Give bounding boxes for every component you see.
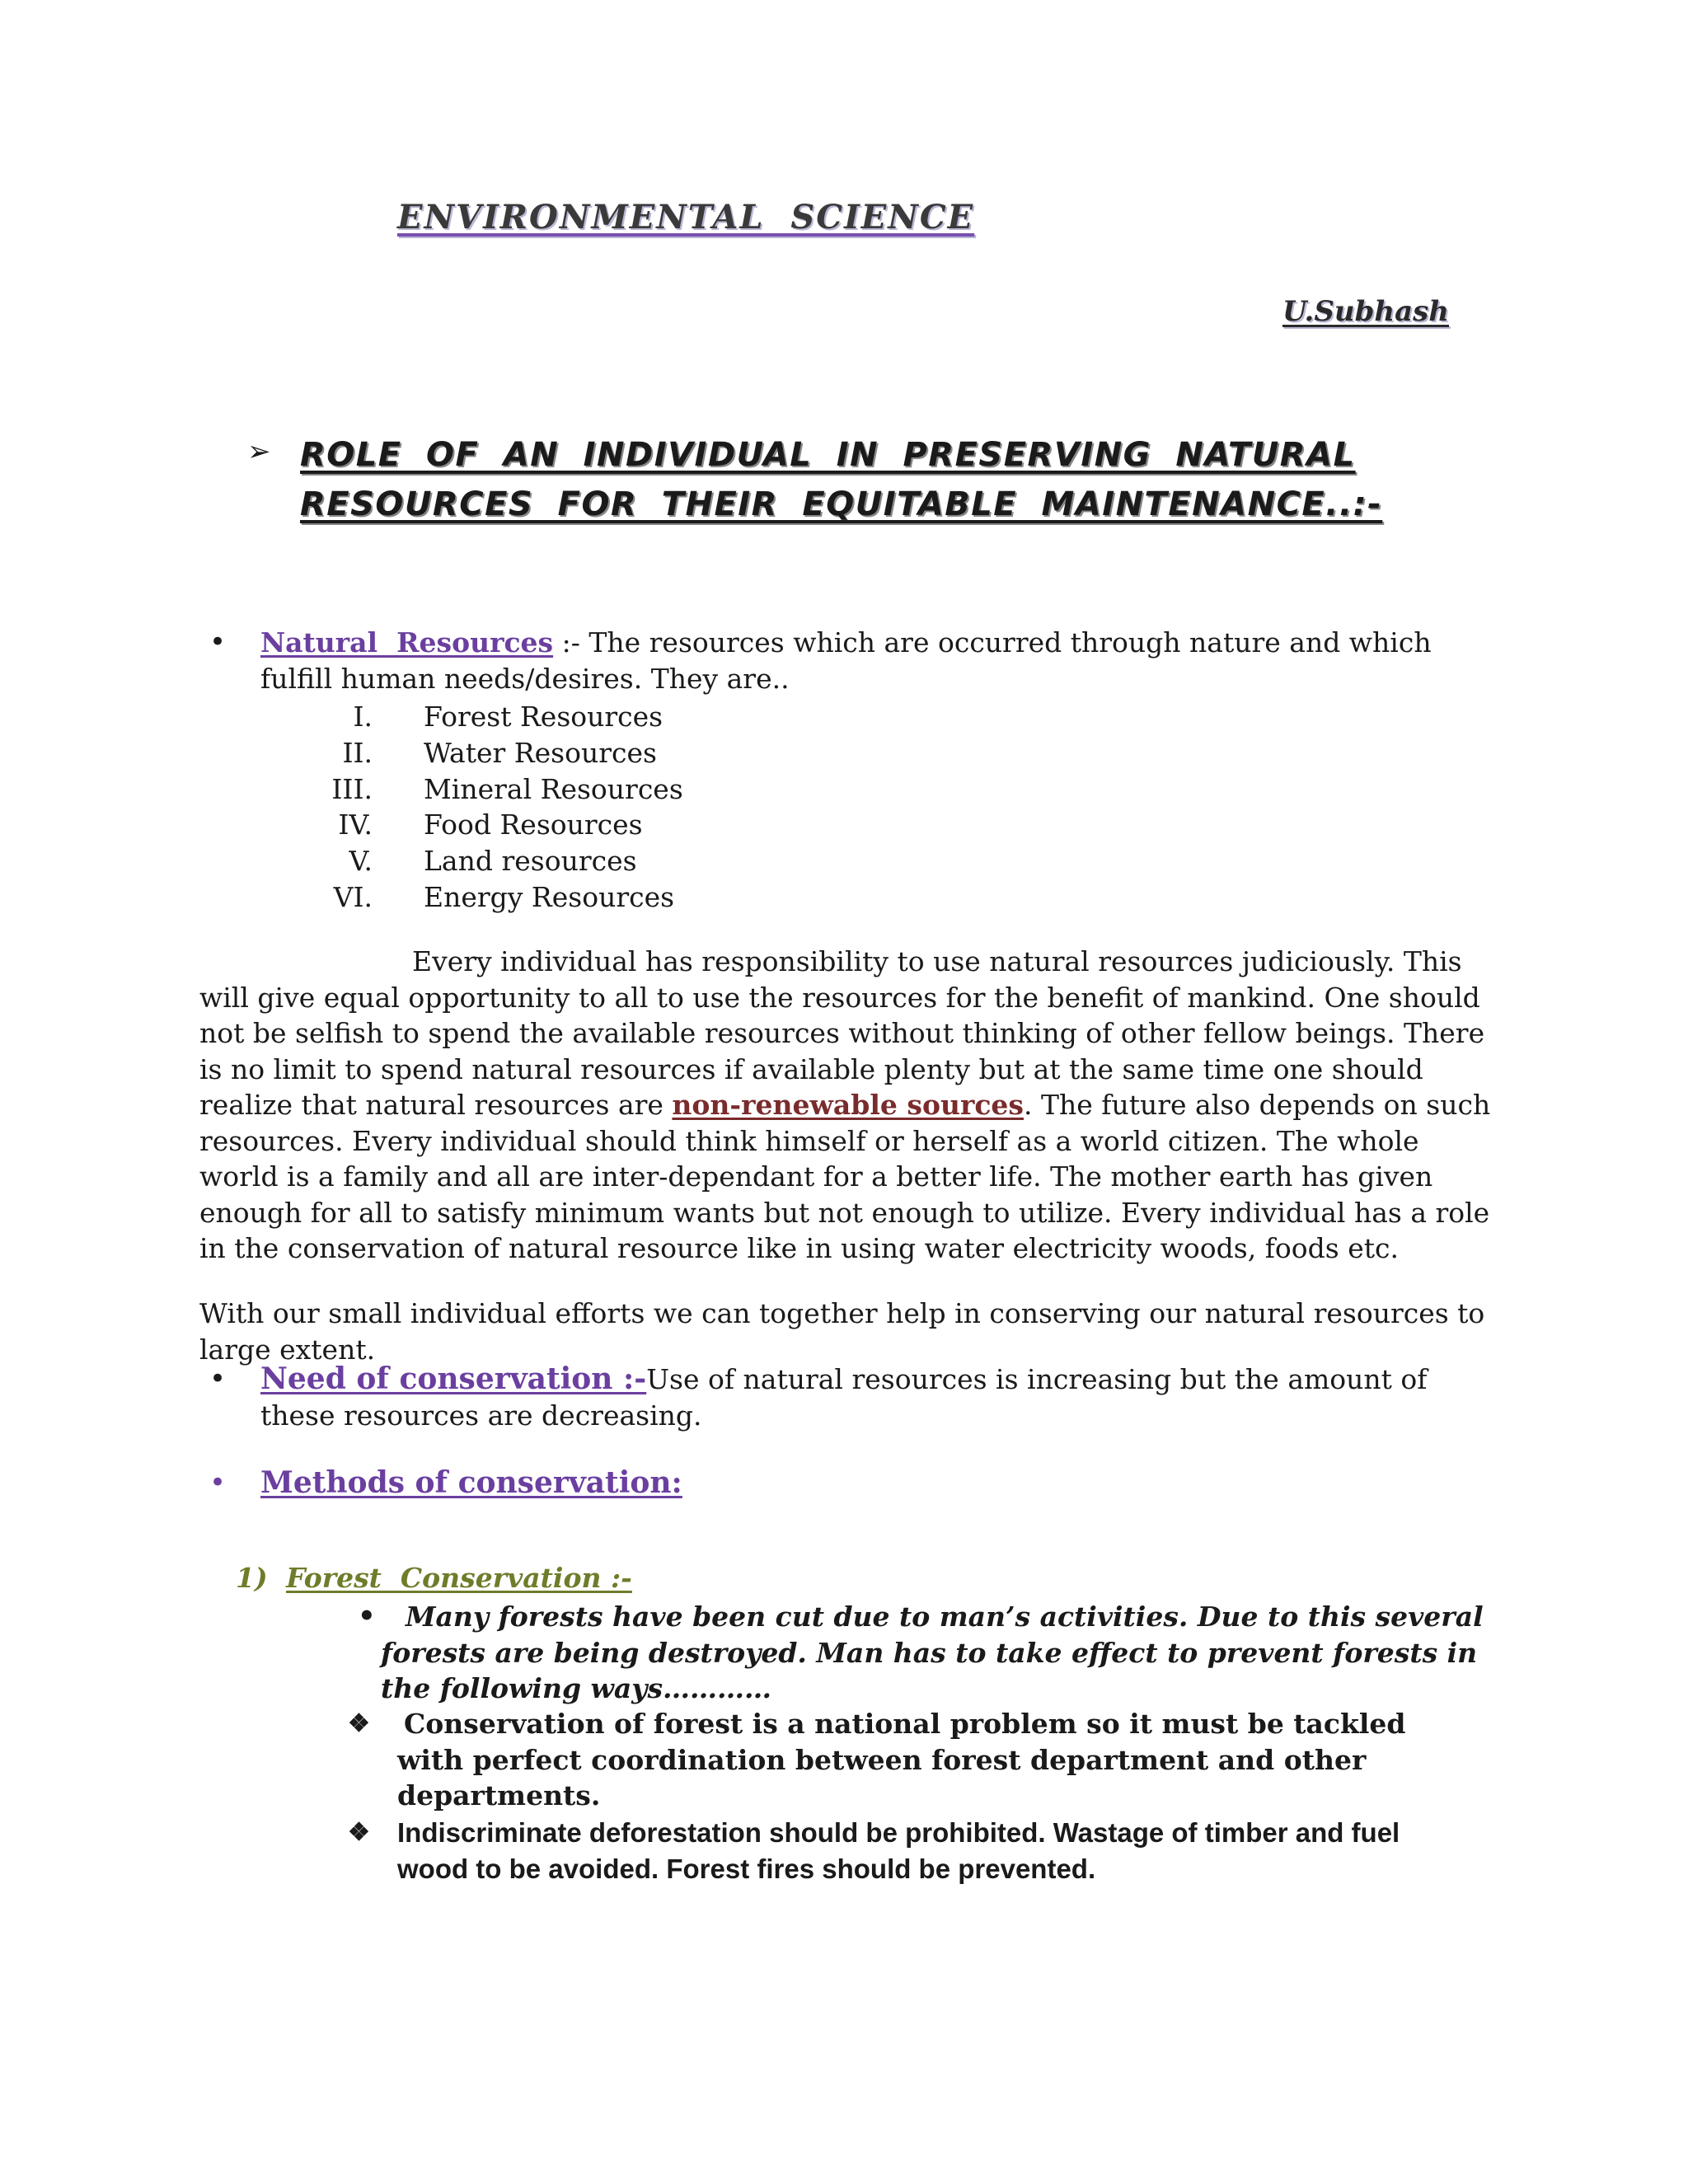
need-of-conservation-text: Use of natural resources is increasing but the amount of these resources are decreasing. [260,1363,1428,1432]
arrow-bullet-icon: ➢ [247,435,271,468]
forest-point-2-text: Indiscriminate deforestation should be prohibited. Wastage of timber and fuel wood to be avoided. Forest fires should be prevented. [397,1817,1400,1884]
list-number: V. [349,845,373,878]
forest-point-1-text: Conservation of forest is a national problem so it must be tackled with perfect coordination between forest department and other departments. [397,1708,1406,1811]
list-number: III. [331,772,373,805]
list-label: Mineral Resources [424,772,683,805]
forest-point-1 [348,1706,1469,1814]
list-item [305,843,683,879]
diamond-bullet-icon: ❖ [348,1710,370,1737]
list-item [305,807,683,843]
main-heading-text: ROLE OF AN INDIVIDUAL IN PRESERVING NATURAL RESOURCES FOR THEIR EQUITABLE MAINTENANCE..:- [300,436,1383,523]
section-number: 1) [236,1562,268,1594]
non-renewable-link: non-renewable sources [672,1089,1025,1121]
natural-resources-term: Natural Resources [260,626,554,658]
methods-item [209,1465,1332,1502]
need-of-conservation-term: Need of conservation :- [260,1361,647,1396]
list-number: VI. [333,880,373,913]
list-item [305,699,683,735]
natural-resources-definition: :- The resources which are occurred through nature and which fulfill human needs/desires. They are.. [260,626,1432,695]
list-item [305,771,683,808]
methods-heading: Methods of conservation: [260,1465,682,1500]
paragraph-part-1: Every individual has responsibility to use natural resources judiciously. This will give equal opportunity to all to use the resources for the benefit of mankind. One should not be selfish to spend the available resources without thinking of other fellow beings. There is no limit to spend natural resources if available plenty but at the same time one should realize that natural resources are [199,945,1485,1121]
paragraph-part-2: . The future also depends on such resources. Every individual should think himself or herself as a world citizen. The whole world is a family and all are inter-dependant for a better life. The mother earth has given enough for all to satisfy minimum wants but not enough to utilize. Every individual has a role in the conservation of natural resource like in using water electricity woods, foods etc. [199,1089,1491,1264]
main-heading [249,430,1452,529]
diamond-bullet-icon: ❖ [348,1819,370,1846]
forest-intro-text: Many forests have been cut due to man’s activities. Due to this several forests are being destroyed. Man has to take effect to prevent forests in the following ways………… [381,1601,1484,1704]
resources-list [305,699,683,916]
author-name: U.Subhash [1282,295,1449,328]
list-label: Energy Resources [424,880,675,913]
list-item [305,879,683,916]
list-number: IV. [338,808,373,841]
forest-intro-item [358,1599,1485,1707]
bullet-icon: • [358,1600,376,1633]
list-label: Forest Resources [424,701,663,733]
list-number: I. [353,701,373,733]
bullet-icon: • [209,1362,227,1395]
forest-point-2 [348,1815,1469,1886]
list-label: Water Resources [424,736,657,769]
forest-conservation-heading [236,1560,632,1596]
closing-sentence: With our small individual efforts we can together help in conserving our natural resources to large extent. [199,1297,1485,1366]
natural-resources-item [209,625,1472,696]
document-title: ENVIRONMENTAL SCIENCE [397,198,975,237]
list-label: Food Resources [424,808,643,841]
bullet-icon: • [209,1466,227,1499]
list-label: Land resources [424,845,637,878]
need-of-conservation-item [209,1361,1489,1433]
section-heading: Forest Conservation :- [286,1562,632,1594]
bullet-icon: • [209,626,227,658]
list-number: II. [342,736,373,769]
list-item [305,735,683,771]
body-paragraph [199,944,1492,1267]
